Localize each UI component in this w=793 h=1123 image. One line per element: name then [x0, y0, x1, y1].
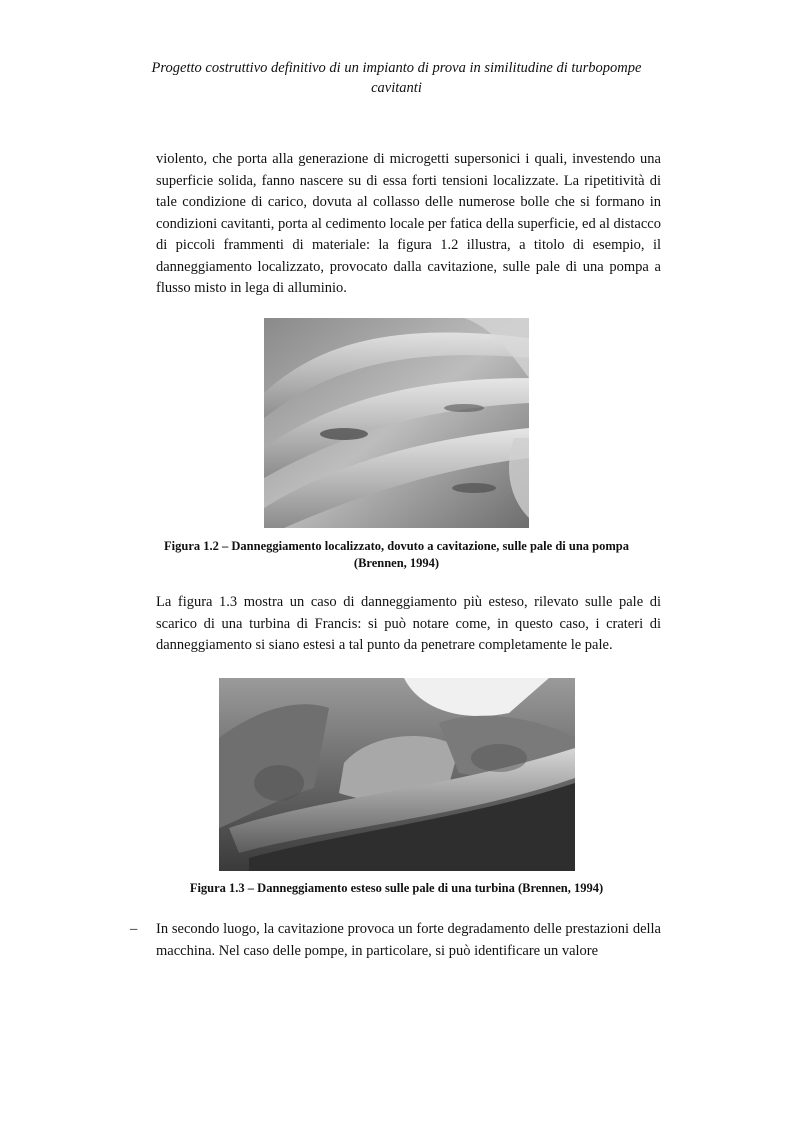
paragraph-extended-damage: La figura 1.3 mostra un caso di danneggiamento più esteso, rilevato sulle pale di scarico di una turbina di Francis: si può notare come, in questo caso, i crateri di danneggiamento si siano estesi a tal punto da penetrare completamente le pale.	[156, 594, 661, 653]
figure-1-2-caption-line-2: (Brennen, 1994)	[353, 556, 440, 570]
figure-1-3-caption: Figura 1.3 – Danneggiamento esteso sulle pale di una turbina (Brennen, 1994)	[189, 881, 604, 895]
paragraph-cavitation-damage: violento, che porta alla generazione di microgetti supersonici i quali, investendo una superficie solida, fanno nascere su di essa forti tensioni localizzate. La ripetitività di tale condizione di carico, dovuta al collasso delle numerose bolle che si formano in condizioni cavitanti, porta al cedimento locale per fatica della superficie, ed al distacco di piccoli frammenti di materiale: la figura 1.2 illustra, a titolo di esempio, il danneggiamento localizzato, provocato dalla cavitazione, sulle pale di una pompa a flusso misto in lega di alluminio.	[156, 151, 661, 296]
bullet-dash: –	[130, 921, 138, 937]
turbine-blades-illustration	[219, 678, 575, 871]
figure-pump-blades-photo	[264, 318, 529, 528]
paragraph-performance-degradation: In secondo luogo, la cavitazione provoca un forte degradamento delle prestazioni della macchina. Nel caso delle pompe, in particolare, si può identificare un valore	[156, 921, 661, 959]
pump-blades-illustration	[264, 318, 529, 528]
figure-turbine-blades-photo	[219, 678, 575, 871]
figure-1-2-caption	[120, 538, 673, 572]
header-line-2: cavitanti	[371, 80, 422, 96]
page-header	[100, 58, 693, 98]
figure-1-2-caption-line-1: Figura 1.2 – Danneggiamento localizzato, dovuto a cavitazione, sulle pale di una pompa	[164, 539, 629, 553]
header-line-1: Progetto costruttivo definitivo di un impianto di prova in similitudine di turbopompe	[151, 60, 642, 76]
